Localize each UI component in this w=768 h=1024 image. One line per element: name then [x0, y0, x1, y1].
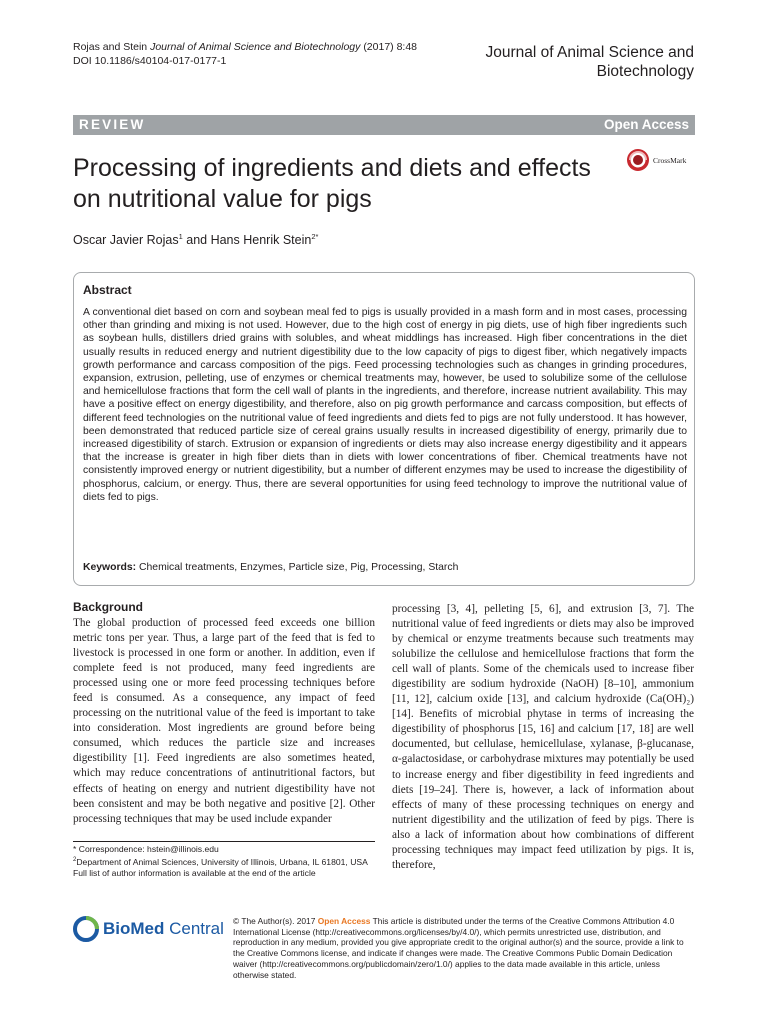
footnotes [73, 841, 375, 879]
citation-authors: Rojas and Stein [73, 41, 148, 53]
article-type: REVIEW [79, 117, 146, 132]
abstract-box [73, 272, 695, 586]
license-statement [233, 916, 697, 980]
keywords-list: Chemical treatments, Enzymes, Particle size, Pig, Processing, Starch [139, 562, 459, 573]
central-text: Central [164, 919, 224, 938]
journal-name [485, 43, 694, 81]
author-name[interactable]: Oscar Javier Rojas [73, 233, 179, 248]
author-affiliation-sup: 1 [178, 232, 183, 241]
article-title: Processing of ingredients and diets and effects on nutritional value for pigs [73, 154, 591, 213]
full-author-info-note: Full list of author information is available at the end of the article [73, 867, 316, 878]
keywords-label: Keywords: [83, 562, 137, 573]
abstract-text: A conventional diet based on corn and soybean meal fed to pigs is usually provided in a mash form and in most cases, processing other than grinding and mixing is not used. However, due to the high cost of energy in pig diets, use of high fiber ingredients such as soybean hulls, distillers dried grains with solubles, and wheat middlings has increased. High fiber concentrations in the diet usually results in reduced energy and nutrient digestibility due to the low capacity of pigs to digest fiber, which negatively impacts growth performance and carcass composition of the pigs. Feed processing technologies such as changes in grinding procedures, expansion, extrusion, pelleting, use of enzymes or chemical treatments may, however, be used to solubilize some of the cellulose and hemicellulose fractions that form the cell wall of plants in the ingredients, and therefore, increase nutrient availability. This may have a positive effect on energy digestibility, and therefore, also on pig growth performance and carcass composition, but effects of different feed technologies on the nutritional value of feed ingredients and diets fed to pigs are not fully understood. It has however, been demonstrated that reduced particle size of cereal grains usually results in increased digestibility of energy, primarily due to increased digestibility of starch. Extrusion or expansion of ingredients or diets may also increase energy digestibility and it appears that the increase is greater in high fiber diets than in diets with lower concentrations of fiber. Chemical treatments have not consistently improved energy or nutrient digestibility, but a number of different enzymes may be used to increase the digestibility of phosphorus, calcium, or energy. Thus, there are several opportunities for using feed technology to improve the nutritional value of diets fed to pigs. [83, 307, 687, 503]
affiliation [73, 855, 375, 868]
open-access-label: Open Access [603, 117, 689, 132]
article-type-band [73, 115, 695, 135]
doi[interactable]: DOI 10.1186/s40104-017-0177-1 [73, 55, 227, 67]
citation-journal: Journal of Animal Science and Biotechnology [150, 41, 361, 53]
body-text-right: processing [3, 4], pelleting [5, 6], and extrusion [3, 7]. The nutritional value of feed ingredients or diets may also be improved by chemical or enzyme treatments because such treatments may solubilize the cellulose and hemicellulose fractions that form the cell wall of plants. Some of the chemicals used to increase fiber digestibility are sodium hydroxide (NaOH) [8–10], ammonium [11, 12], calcium oxide [13], and calcium hydroxide (Ca(OH)₂) [14]. Benefits of microbial phytase in terms of increasing the digestibility of phosphorus [15, 16] and calcium [17, 18] are well documented, but cellulase, hemicellulase, xylanase, β-glucanase, α-galactosidase, or carbohydrase mixtures may potentially be used to increase energy and fiber digestibility in feed ingredients and diets [19–24]. There is, however, a lack of information about effects of many of these processing techniques on energy and nutrient digestibility and the utilization of feed by pigs. There is also a lack of information about how combinations of different processing techniques may impact feed utilization by pigs. It is, therefore, [392, 603, 694, 871]
affiliation-text: Department of Animal Sciences, University of Illinois, Urbana, IL 61801, USA [76, 856, 368, 867]
abstract-heading: Abstract [83, 283, 132, 297]
affiliation-sup: 2 [73, 857, 77, 863]
crossmark-icon [626, 148, 650, 172]
biomed-central-logo[interactable] [73, 916, 224, 942]
citation-year: (2017) 8:48 [363, 41, 418, 53]
author-list [73, 232, 318, 247]
keywords [83, 562, 458, 573]
license-text: This article is distributed under the terms of the Creative Commons Attribution 4.0 International License (http://creativecommons.org/licenses/by/4.0/), which permits unrestricted use, distribution, and reproduction in any medium, provided you give appropriate credit to the original author(s) and the source, provide a link to the Creative Commons license, and indicate if changes were made. The Creative Commons Public Domain Dedication waiver (http://creativecommons.org/publicdomain/zero/1.0/) applies to the data made available in this article, unless otherwise stated. [233, 916, 684, 980]
body-column-left [73, 600, 375, 827]
body-text-left: The global production of processed feed exceeds one billion metric tons per year. Thus, a large part of the feed that is fed to livestock is processed in one form or another. In addition, even if complete feed is not produced, many feed ingredients are processed using one or more feed processing techniques before feed is consumed. As a consequence, any impact of feed processing on the nutritional value of the feed is important to take into consideration. Most ingredients are ground before being consumed, which reduces the particle size and increases digestibility [1]. Feed ingredients are also sometimes heated, which may reduce concentrations of antinutritional factors, but effects of heating on energy and nutrient digestibility have not been consistent and may be both negative and positive [2]. Other processing techniques that may be used include expander [73, 617, 375, 825]
crossmark-label: CrossMark [653, 155, 687, 165]
license-copyright: © The Author(s). 2017 [233, 916, 318, 926]
author-separator: and [182, 233, 211, 248]
correspondence[interactable]: * Correspondence: hstein@illinois.edu [73, 844, 219, 854]
body-column-right [392, 602, 694, 873]
journal-name-line2: Biotechnology [596, 63, 694, 80]
citation-header [73, 40, 417, 68]
biomed-central-icon [73, 916, 99, 942]
license-open-access: Open Access [317, 916, 371, 926]
journal-name-line1: Journal of Animal Science and [485, 44, 694, 61]
author-name[interactable]: Hans Henrik Stein [210, 233, 312, 248]
biomed-text: BioMed [103, 919, 165, 938]
author-affiliation-sup: 2* [311, 232, 319, 241]
crossmark-badge[interactable] [626, 148, 686, 172]
section-heading-background: Background [73, 600, 144, 614]
